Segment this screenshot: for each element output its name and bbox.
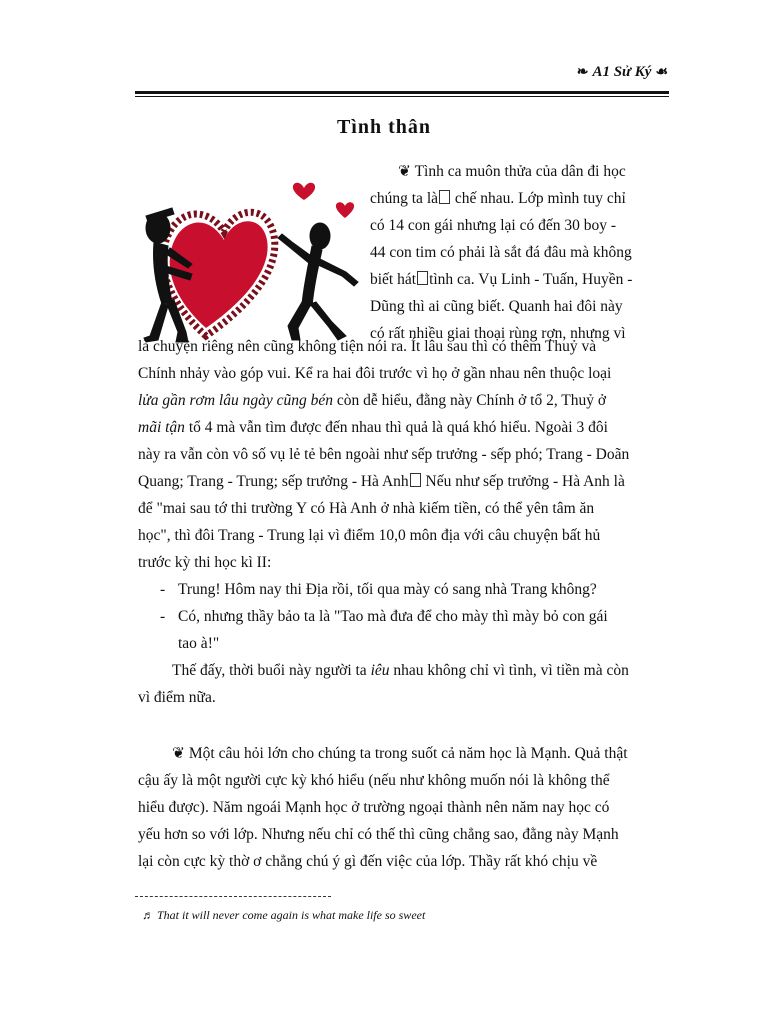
text-line: Quang; Trang - Trung; sếp trưởng - Hà Anh Nếu như sếp trưởng - Hà Anh là (138, 473, 625, 490)
text-line: chúng ta là chế nhau. Lớp mình tuy chỉ (370, 190, 626, 207)
text-line: hiểu được). Năm ngoái Mạnh học ở trường ngoại thành nên năm nay học có (138, 799, 610, 816)
para1-full-lines (138, 333, 660, 711)
page-title: Tình thân (336, 116, 432, 138)
footer-rule (135, 896, 331, 897)
ornament-right-icon: ☙ (655, 65, 668, 80)
right-figure-icon (278, 223, 358, 340)
text-line: lại còn cực kỳ thờ ơ chẳng chú ý gì đến việc của lớp. Thầy rất khó chịu về (138, 853, 598, 870)
text-line: học", thì đôi Trang - Trung lại vì điểm 10,0 môn địa với câu chuyện bất hủ (138, 527, 601, 544)
dialogue-item: - Có, nhưng thầy bảo ta là "Tao mà đưa để cho mày thì mày bỏ con gái (160, 608, 608, 625)
conclusion-line: Thế đấy, thời buổi này người ta iêu nhau không chỉ vì tình, vì tiền mà còn (172, 662, 629, 679)
dialogue-item: - Trung! Hôm nay thi Địa rồi, tối qua mày có sang nhà Trang không? (160, 581, 597, 598)
text-line: cậu ấy là một người cực kỳ khó hiểu (nếu như không muốn nói là không thể (138, 772, 610, 789)
missing-glyph-icon (417, 271, 428, 285)
running-header (577, 64, 668, 81)
text-line: Chính nhảy vào góp vui. Kể ra hai đôi trước vì họ ở gần nhau nên thuộc loại (138, 365, 612, 382)
missing-glyph-icon (410, 473, 421, 487)
text-line: trước kỳ thi học kì II: (138, 554, 272, 571)
para2 (138, 740, 660, 875)
text-line: biết hát tình ca. Vụ Linh - Tuấn, Huyền - (370, 271, 633, 288)
conclusion-line: vì điểm nữa. (138, 689, 216, 706)
small-heart-icon (336, 202, 354, 218)
text-line: Dũng thì ai cũng biết. Quanh hai đôi này (370, 298, 623, 315)
dialogue-continuation: tao à!" (178, 635, 220, 652)
text-line: có 14 con gái nhưng lại có đến 30 boy - (370, 217, 617, 234)
small-heart-icon (293, 183, 315, 200)
lovers-illustration (132, 176, 364, 346)
text-line: có rất nhiều giai thoại rùng rợn, nhưng vì (370, 325, 626, 342)
header-rule (135, 91, 669, 97)
text-line: mãi tận tổ 4 mà vẫn tìm được đến nhau thì quả là quá khó hiểu. Ngoài 3 đôi (138, 419, 608, 436)
text-line: ❦ Tình ca muôn thửa của dân đi học (398, 163, 626, 180)
text-line: lửa gần rơm lâu ngày cũng bén còn dễ hiểu, đằng này Chính ở tổ 2, Thuỷ ở (138, 392, 607, 409)
ornament-left-icon: ❧ (576, 65, 589, 80)
text-line: ❦ Một câu hỏi lớn cho chúng ta trong suốt cả năm học là Mạnh. Quả thật (172, 745, 628, 762)
running-title: A1 Sử Ký (592, 64, 652, 80)
text-line: 44 con tim có phải là sắt đá đâu mà không (370, 244, 632, 261)
text-line: yếu hơn so với lớp. Nhưng nếu chỉ có thế thì cũng chẳng sao, đằng này Mạnh (138, 826, 619, 843)
footer-quote: ♬ That it will never come again is what make life so sweet (142, 908, 426, 922)
text-line: này ra vẫn còn vô số vụ lẻ tẻ bên ngoài như sếp trưởng - sếp phó; Trang - Doãn (138, 446, 630, 463)
missing-glyph-icon (439, 190, 450, 204)
para1-wrapped-lines (370, 158, 660, 347)
text-line: để "mai sau tớ thi trường Y có Hà Anh ở nhà kiếm tiền, có thể yên tâm ăn (138, 500, 595, 517)
text-line: là chuyện riêng nên cũng không tiện nói ra. Ít lâu sau thì có thêm Thuỷ và (138, 338, 597, 355)
